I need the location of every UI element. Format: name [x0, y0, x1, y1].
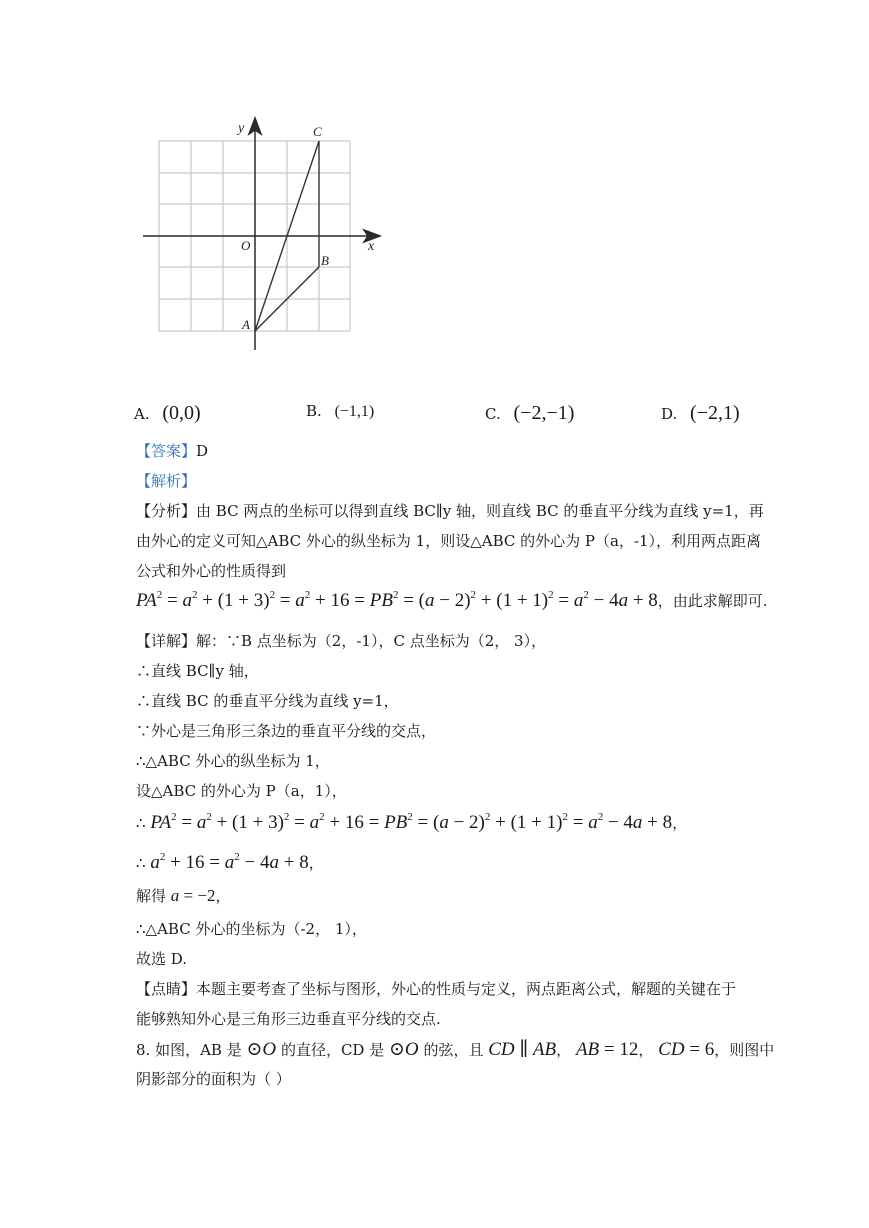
dianjing-line-2: 能够熟知外心是三角形三边垂直平分线的交点. [136, 1010, 441, 1028]
answer-value: D [196, 442, 209, 460]
circle-o-symbol: ⊙O [246, 1039, 277, 1060]
xiangjie-line-10: ∴△ABC 外心的坐标为（-2， 1）， [136, 920, 367, 938]
therefore-symbol: ∴ [136, 854, 146, 872]
analysis-tag: 【解析】 [136, 472, 197, 490]
axes [143, 118, 380, 350]
label-c: C [313, 124, 322, 139]
option-d[interactable] [661, 402, 740, 425]
xiangjie-line-11: 故选 D. [136, 950, 188, 968]
answer-line [136, 440, 208, 461]
fenxi-formula-line [136, 590, 768, 612]
xiangjie-line-4: ∵外心是三角形三条边的垂直平分线的交点， [136, 722, 437, 740]
dianjing-text-1: 本题主要考查了坐标与图形，外心的性质与定义，两点距离公式，解题的关键在于 [196, 980, 737, 998]
option-value: (−2,1) [690, 402, 740, 424]
circle-o-symbol: ⊙O [389, 1039, 419, 1060]
option-a[interactable] [134, 402, 201, 425]
fenxi-line-1 [136, 500, 764, 521]
formula-equation: $a^2 + 16 = a^2 - 4a + 8$ [150, 851, 309, 873]
fenxi-tail: ，由此求解即可. [657, 592, 768, 610]
option-letter: C. [485, 405, 501, 423]
label-y: y [238, 121, 245, 136]
q8-text-3: ， [556, 1041, 572, 1059]
formula-pa-pb: $PA^2 = a^2 + (1 + 3)^2 = a^2 + 16 = PB^2 = (a - 2)^2 + (1 + 1)^2 = a^2 - 4a + 8$ [136, 589, 658, 611]
option-value: (−2,−1) [513, 402, 575, 424]
q8-text-4: ， [638, 1041, 654, 1059]
formula-pa-pb-2: $PA^2 = a^2 + (1 + 3)^2 = a^2 + 16 = PB^2 = (a - 2)^2 + (1 + 1)^2 = a^2 - 4a + 8$ [150, 811, 673, 833]
xiangjie-line-9: 解得 a = −2， [136, 886, 231, 905]
q8-line-2: 阴影部分的面积为（ ） [136, 1070, 291, 1088]
option-letter: D. [661, 405, 678, 423]
solve-prefix: 解得 [136, 887, 167, 905]
option-value: (0,0) [162, 402, 201, 424]
q8-text-1: 的直径，CD 是 [280, 1041, 385, 1059]
dianjing-tag: 【点睛】 [136, 980, 197, 998]
fenxi-line-3: 公式和外心的性质得到 [136, 562, 287, 580]
xiangjie-line-8: ∴ $a^2 + 16 = a^2 - 4a + 8$， [136, 851, 324, 873]
xiangjie-text-1: 解：∵B 点坐标为（2，-1），C 点坐标为（2， 3）， [196, 632, 547, 650]
xiangjie-line-1 [136, 630, 546, 651]
xiangjie-tag: 【详解】 [136, 632, 197, 650]
label-b: B [321, 253, 329, 268]
q8-num: 8. 如图，AB 是 [136, 1041, 242, 1059]
formula-ab: AB = 12 [575, 1039, 639, 1060]
fenxi-text-1: 由 BC 两点的坐标可以得到直线 BC∥y 轴，则直线 BC 的垂直平分线为直线 y=1，再 [196, 502, 764, 520]
xiangjie-line-7: ∴ $PA^2 = a^2 + (1 + 3)^2 = a^2 + 16 = PB^2 = (a - 2)^2 + (1 + 1)^2 = a^2 - 4a + 8$， [136, 811, 688, 833]
formula-cd: CD = 6 [658, 1039, 715, 1060]
xiangjie-line-5: ∴△ABC 外心的纵坐标为 1， [136, 752, 330, 770]
q8-line-1 [136, 1038, 774, 1061]
option-letter: A. [134, 405, 150, 423]
formula-cd-parallel-ab: CD ∥ AB [488, 1039, 557, 1060]
fenxi-tag: 【分析】 [136, 502, 197, 520]
option-value: (−1,1) [334, 403, 375, 420]
option-b[interactable] [306, 402, 374, 421]
therefore-symbol: ∴ [136, 814, 146, 832]
q8-text-5: ，则图中 [714, 1041, 775, 1059]
xiangjie-line-2: ∴直线 BC∥y 轴， [136, 662, 259, 680]
answer-tag: 【答案】 [136, 442, 197, 460]
xiangjie-line-6: 设△ABC 的外心为 P（a，1）， [136, 782, 347, 800]
dianjing-line-1 [136, 978, 736, 999]
label-a: A [242, 317, 250, 332]
label-origin: O [241, 238, 251, 253]
option-letter: B. [306, 402, 322, 420]
label-x: x [368, 239, 375, 254]
xiangjie-line-3: ∴直线 BC 的垂直平分线为直线 y=1， [136, 692, 399, 710]
formula-solution: a = −2 [170, 886, 216, 905]
q8-text-2: 的弦，且 [423, 1041, 484, 1059]
option-c[interactable] [485, 402, 574, 425]
coordinate-figure [130, 110, 390, 360]
fenxi-line-2: 由外心的定义可知△ABC 外心的纵坐标为 1，则设△ABC 的外心为 P（a，-1），利用两点距离 [136, 532, 762, 550]
